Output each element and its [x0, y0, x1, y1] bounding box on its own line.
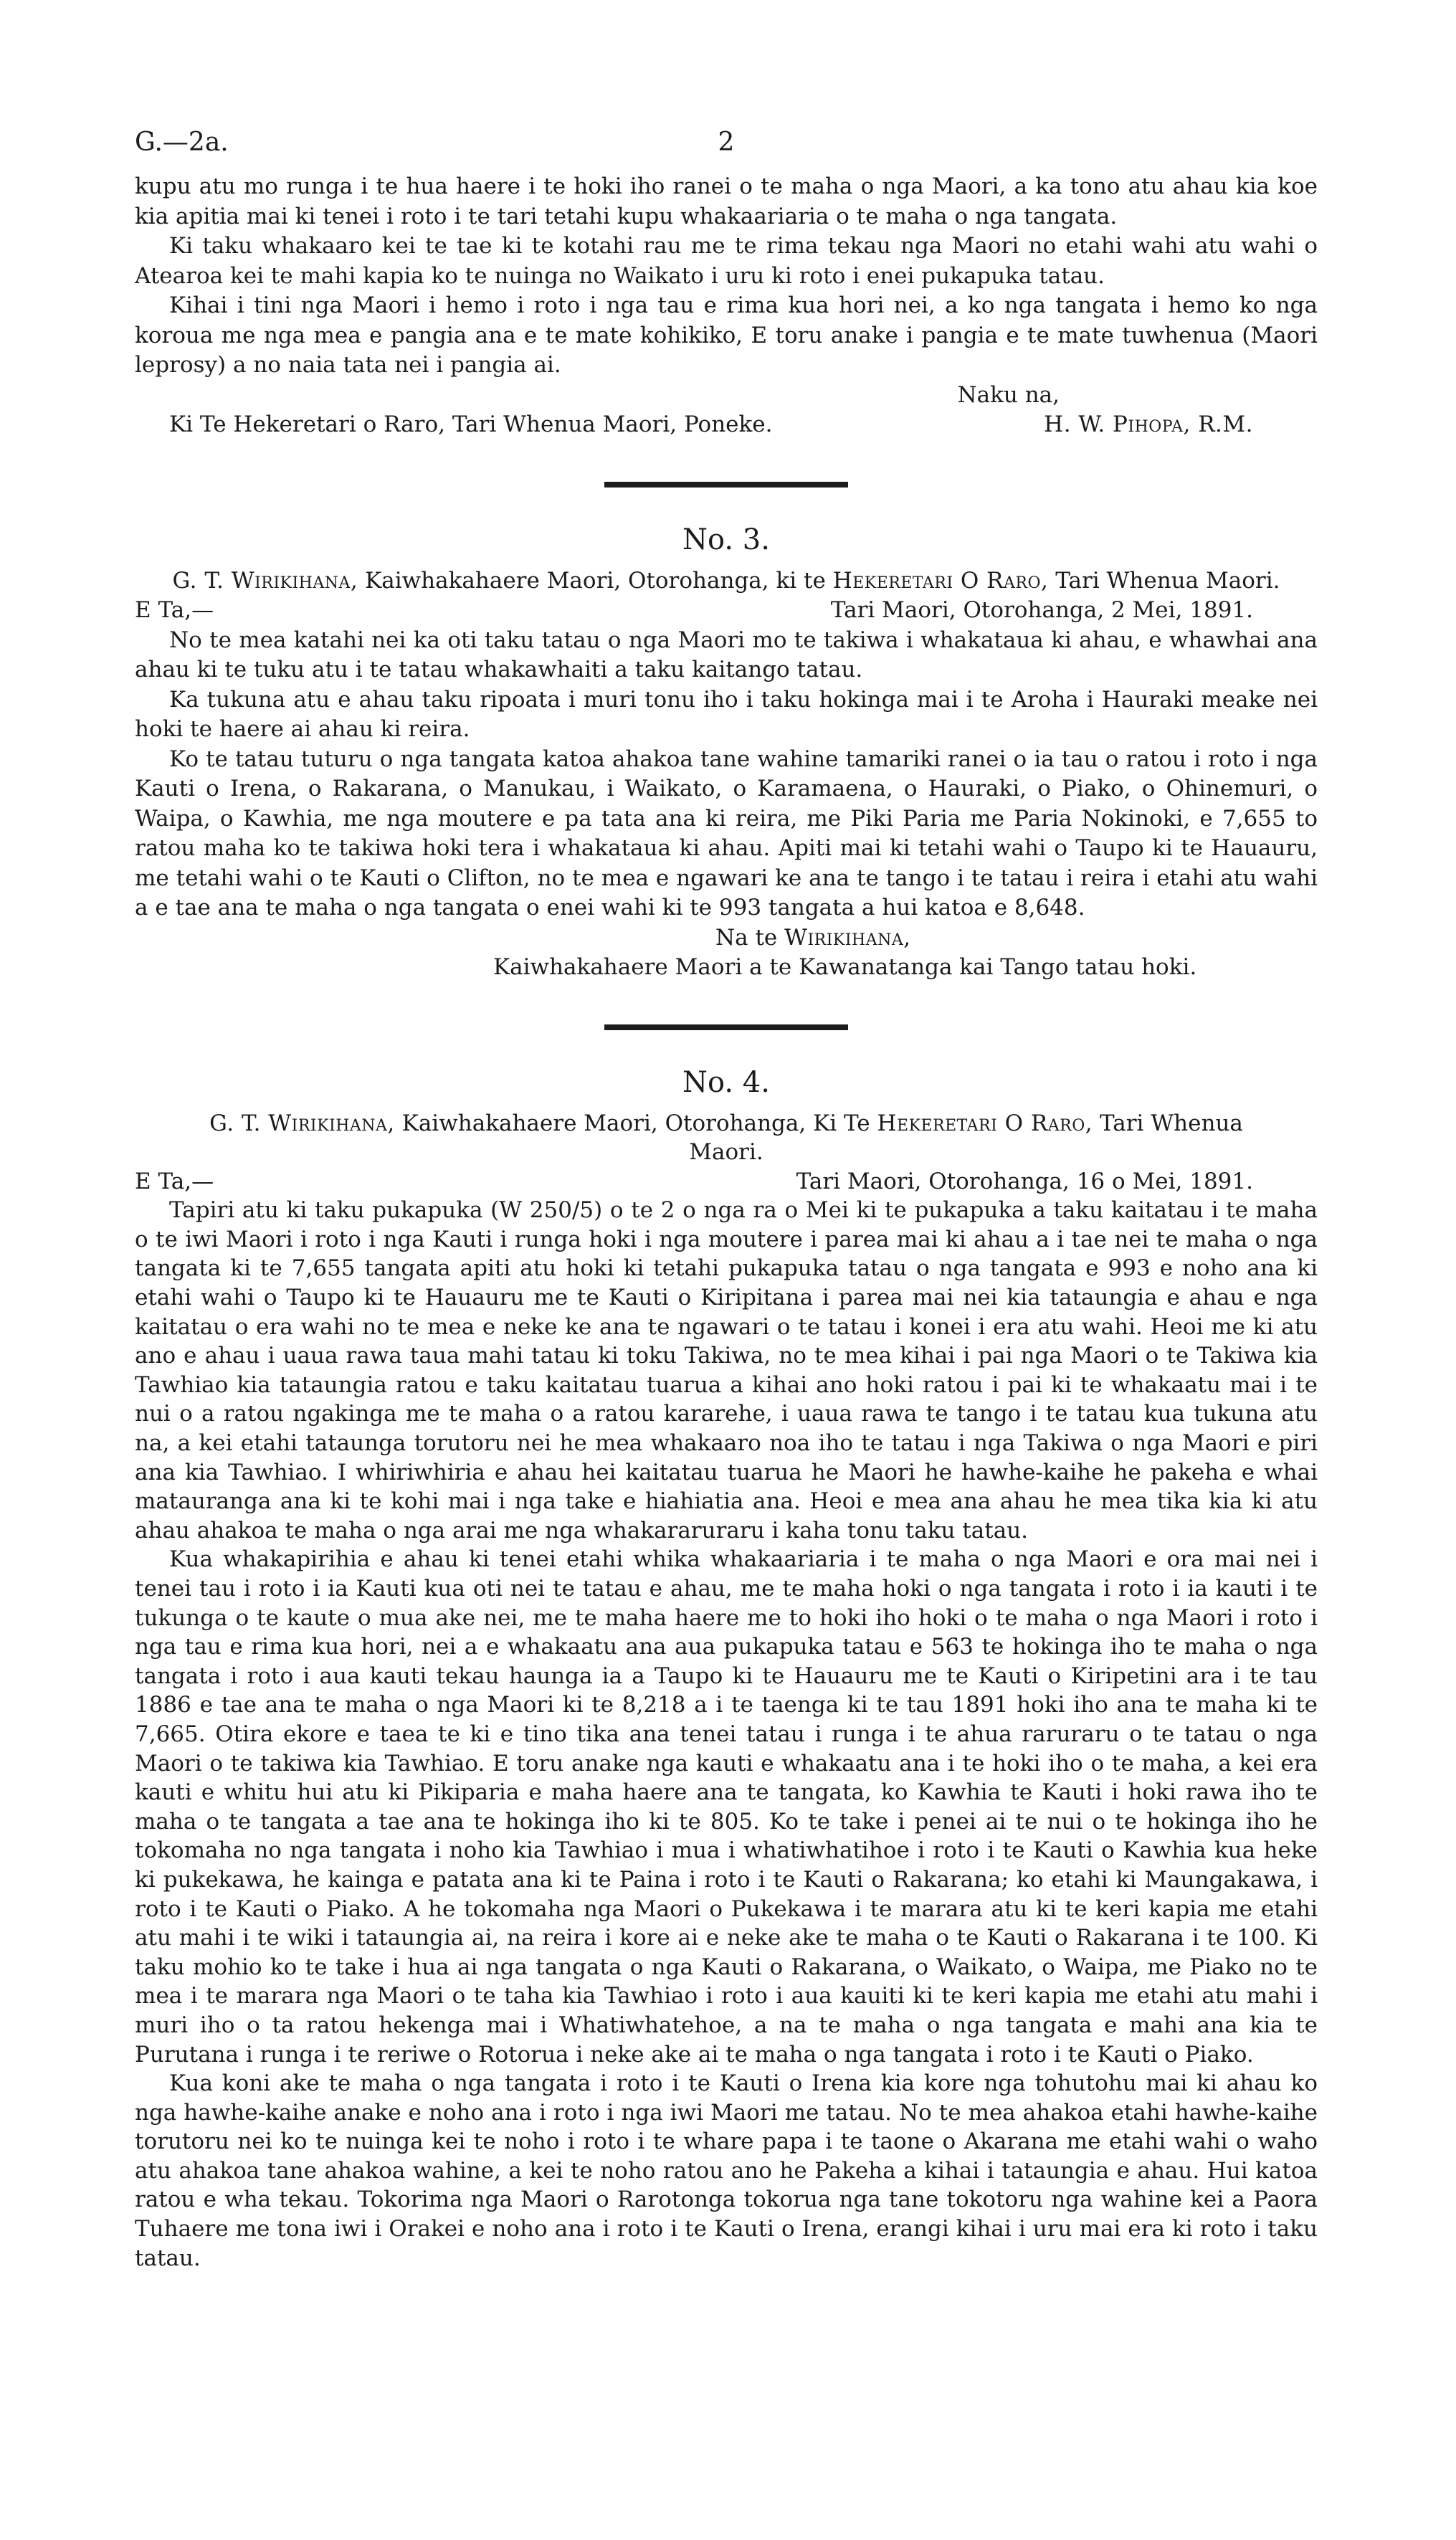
salutation: E Ta,— [135, 597, 214, 623]
addressee: Ki Te Hekeretari o Raro, Tari Whenua Maori, Poneke. [169, 412, 773, 437]
paragraph: Kihai i tini nga Maori i hemo i roto i nga tau e rima kua hori nei, a ko nga tangata i hemo ko nga koroua me nga mea e pangia ana e te mate kohikiko, E toru anake i pangia e te mate tuwhenua (Maori leprosy) a no naia tata nei i pangia ai. [135, 292, 1318, 378]
page-header [135, 128, 1318, 172]
paragraph: Kua koni ake te maha o nga tangata i roto i te Kauti o Irena kia kore nga tohutohu mai ki ahau ko nga hawhe-kaihe anake e noho ana i roto i nga iwi Maori me tatau. No te mea ahakoa etahi hawhe-kaihe torutoru nei ko te nuinga kei te noho i roto i te whare papa i te taone o Akarana me etahi wahi o waho atu ahakoa tane ahakoa wahine, a kei te noho ratou ano he Pakeha a kihai i tataungia e ahau. Hui katoa ratou e wha tekau. Tokorima nga Maori o Rarotonga tokorua nga tane tokotoru nga wahine kei a Paora Tuhaere me tona iwi i Orakei e noho ana i roto i te Kauti o Irena, erangi kihai i uru mai era ki roto i taku tatau. [135, 2070, 1318, 2271]
document-title: No. 4. [682, 1065, 770, 1099]
signatory: H. W. Pihopa, R.M. [1044, 412, 1253, 437]
signatory-title: Kaiwhakahaere Maori a te Kawanatanga kai Tango tatau hoki. [493, 954, 1197, 980]
document-reference: G.—2a. [135, 128, 229, 157]
page-number: 2 [718, 128, 735, 157]
paragraph: Kua whakapirihia e ahau ki tenei etahi whika whakaariaria i te maha o nga Maori e ora mai nei i tenei tau i roto i ia Kauti kua oti nei te tatau e ahau, me te maha hoki o nga tangata i roto i ia kauti i te tukunga o te kaute o mua ake nei, me te maha haere me to hoki iho hoki o te maha o nga Maori i roto i nga tau e rima kua hori, nei a e whakaatu ana aua pukapuka tatau e 563 te hokinga iho te maha o nga tangata i roto i aua kauti tekau haunga ia a Taupo ki te Hauauru me te Kauti o Kiripetini ara i te tau 1886 e tae ana te maha o nga Maori ki te 8,218 a i te taenga ki te tau 1891 hoki iho ana te maha ki te 7,665. Otira ekore e taea te ki e tino tika ana tenei tatau i runga i te ahua raruraru o te tatau o nga Maori o te takiwa kia Tawhiao. E toru anake nga kauti e whakaatu ana i te hoki iho o te maha, a kei era kauti e whitu hui atu ki Pikiparia e maha haere ana te tangata, ko Kawhia te Kauti i hoki rawa iho te maha o te tangata a tae ana te hokinga iho ki te 805. Ko te take i penei ai te nui o te hokinga iho he tokomaha no nga tangata i noho kia Tawhiao i mua i whatiwhatihoe i roto i te Kauti o Kawhia kua heke ki pukekawa, he kainga e patata ana ki te Paina i roto i te Kauti o Rakarana; ko etahi ki Maungakawa, i roto i te Kauti o Piako. A he tokomaha nga Maori o Pukekawa i te marara atu ki te keri kapia me etahi atu mahi i te wiki i tataungia ai, na reira i kore ai e neke ake te maha o te Kauti o Rakarana i te 100. Ki taku mohio ko te take i hua ai nga tangata o nga Kauti o Rakarana, o Waikato, o Waipa, me Piako no te mea i te marara nga Maori o te taha kia Tawhiao i roto i aua kauiti ki te keri kapia me etahi atu mahi i muri iho o ta ratou hekenga mai i Whatiwhatehoe, a na te maha o nga tangata e mahi ana kia te Purutana i runga i te reriwe o Rotorua i neke ake ai te maha o nga tangata i roto i te Kauti o Piako. [135, 1546, 1318, 2068]
document-title: No. 3. [682, 523, 770, 556]
signature-line [135, 923, 1318, 953]
paragraph: Ko te tatau tuturu o nga tangata katoa ahakoa tane wahine tamariki ranei o ia tau o ratou i roto i nga Kauti o Irena, o Rakarana, o Manukau, i Waikato, o Karamaena, o Hauraki, o Piako, o Ohinemuri, o Waipa, o Kawhia, me nga moutere e pa tata ana ki reira, me Piki Paria me Paria Nokinoki, e 7,655 to ratou maha ko te takiwa hoki tera i whakataua ki ahau. Apiti mai ki tetahi wahi o Taupo ki te Hauauru, me tetahi wahi o te Kauti o Clifton, no te mea e ngawari ke ana te tango i te tatau i reira i etahi atu wahi a e tae ana te maha o nga tangata o enei wahi ki te 993 tangata a hui katoa e 8,648. [135, 746, 1318, 921]
salutation-row [135, 1167, 1318, 1197]
recipient-title: Hekeretari O Raro, [877, 1110, 1093, 1136]
salutation: E Ta,— [135, 1168, 214, 1194]
paragraph: No te mea katahi nei ka oti taku tatau o nga Maori mo te takiwa i whakataua ki ahau, e whawhai ana ahau ki te tuku atu i te tatau whakawhaiti a taku kaitango tatau. [135, 627, 1318, 682]
signature-row [135, 410, 1318, 440]
place-date: Tari Maori, Otorohanga, 2 Mei, 1891. [830, 597, 1253, 623]
sender-role: Kaiwhakahaere Maori, Otorohanga, Ki Te [401, 1110, 870, 1136]
paragraph: kupu atu mo runga i te hua haere i te hoki iho ranei o te maha o nga Maori, a ka tono atu ahau kia koe kia apitia mai ki tenei i roto i te tari tetahi kupu whakaariaria o te maha o nga tangata. [135, 173, 1318, 229]
sender-name: G. T. Wirikihana, [172, 567, 358, 594]
section-divider [604, 1024, 848, 1030]
sender-name: G. T. Wirikihana, [209, 1110, 395, 1136]
address-line [135, 566, 1318, 596]
paragraph: Ka tukuna atu e ahau taku ripoata i muri tonu iho i taku hokinga mai i te Aroha i Hauraki meake nei hoki te haere ai ahau ki reira. [135, 686, 1318, 742]
closing: Na te [715, 924, 778, 951]
paragraph: Tapiri atu ki taku pukapuka (W 250/5) o te 2 o nga ra o Mei ki te pukapuka a taku kaitatau i te maha o te iwi Maori i roto i nga Kauti i runga hoki i nga moutere i parea mai ki ahau a i tae nei te maha o nga tangata ki te 7,655 tangata apiti atu hoki ki tetahi pukapuka tatau o nga tangata e 993 e noho ana ki etahi wahi o Taupo ki te Hauauru me te Kauti o Kiripitana i parea mai nei kia tataungia e ahau e nga kaitatau o era wahi no te mea e neke ke ana te ngawari o te tatau i konei i era atu wahi. Heoi me ki atu ano e ahau i uaua rawa taua mahi tatau ki toku Takiwa, no te mea kihai i pai nga Maori o te Takiwa kia Tawhiao kia tataungia ratou e taku kaitatau tuarua a kihai ano hoki ratou i pai ki te whakaatu mai i te nui o a ratou ngakinga me te maha o a ratou kararehe, i uaua rawa te tango i te tatau kua tukuna atu na, a kei etahi tataunga torutoru nei he mea whakaaro noa iho te tatau i nga Takiwa o nga Maori e piri ana kia Tawhiao. I whiriwhiria e ahau hei kaitatau tuarua he Maori he hawhe-kaihe he pakeha e whai matauranga ana ki te kohi mai i nga take e hiahiatia ana. Heoi e mea ana ahau he mea tika kia ki atu ahau ahakoa te maha o nga arai me nga whakararuraru i kaha tonu taku tatau. [135, 1197, 1318, 1543]
recipient-title: Hekeretari O Raro, [832, 567, 1049, 594]
sender-role: Kaiwhakahaere Maori, Otorohanga, ki te [365, 567, 826, 594]
recipient-office: Tari Whenua Maori. [689, 1110, 1243, 1166]
paragraph: Ki taku whakaaro kei te tae ki te kotahi rau me te rima tekau nga Maori no etahi wahi atu wahi o Atearoa kei te mahi kapia ko te nuinga no Waikato i uru ki roto i enei pukapuka tatau. [135, 233, 1318, 289]
letter-no-3 [135, 520, 1318, 983]
section-divider [604, 482, 848, 487]
address-line [135, 1109, 1318, 1167]
letter-no-4 [135, 1063, 1318, 2273]
salutation-row [135, 596, 1318, 626]
signatory: Wirikihana, [784, 924, 911, 951]
letter-no-2-continuation [135, 172, 1318, 440]
closing: Naku na, [957, 381, 1060, 408]
place-date: Tari Maori, Otorohanga, 16 o Mei, 1891. [796, 1168, 1253, 1194]
recipient-office: Tari Whenua Maori. [1055, 567, 1280, 594]
